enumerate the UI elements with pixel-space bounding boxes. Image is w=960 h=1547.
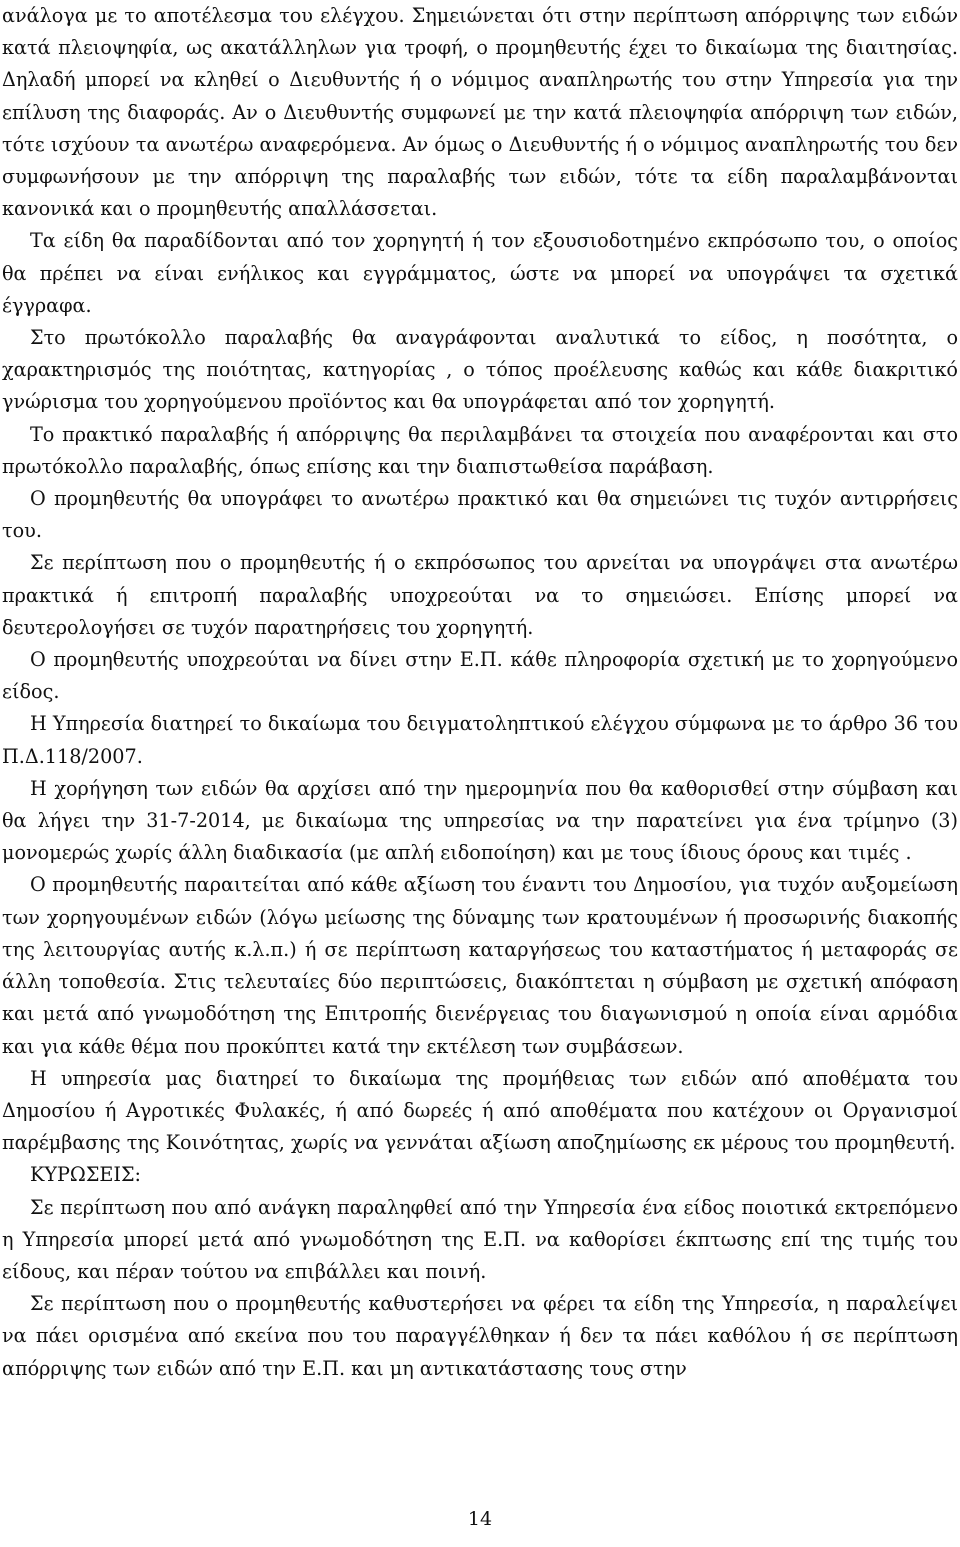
paragraph-receipt-report: Το πρακτικό παραλαβής ή απόρριψης θα περιλαμβάνει τα στοιχεία που αναφέρονται και στο πρωτόκολλο παραλαβής, όπως επίσης και την διαπιστωθείσα παράβαση.	[2, 422, 958, 478]
paragraph-service-rights: Η υπηρεσία μας διατηρεί το δικαίωμα της προμήθειας των ειδών από αποθέματα του Δημοσίου ή Αγροτικές Φυλακές, ή από δωρεές ή από αποθέματα που κατέχουν οι Οργανισμοί παρέμβασης της Κοινότητας, χωρίς να γεννάται αξίωση αποζημίωσης εκ μέρους του προμηθευτή.	[2, 1066, 958, 1155]
paragraph-arbitration: ανάλογα με το αποτέλεσμα του ελέγχου. Σημειώνεται ότι στην περίπτωση απόρριψης των ειδών κατά πλειοψηφία, ως ακατάλληλων για τροφή, ο προμηθευτής έχει το δικαίωμα της διαιτησίας. Δηλαδή μπορεί να κληθεί ο Διευθυντής ή ο νόμιμος αναπληρωτής του στην Υπηρεσία για την επίλυση της διαφοράς. Αν ο Διευθυντής συμφωνεί με την κατά πλειοψηφία απόρριψη των ειδών, τότε ισχύουν τα ανωτέρω αναφερόμενα. Αν όμως ο Διευθυντής ή ο νόμιμος αναπληρωτής του δεν συμφωνήσουν με την απόρριψη της παραλαβής των ειδών, τότε τα είδη παραλαμβάνονται κανονικά και ο προμηθευτής απαλλάσσεται.	[2, 4, 958, 221]
paragraph-delivery: Τα είδη θα παραδίδονται από τον χορηγητή ή τον εξουσιοδοτημένο εκπρόσωπο του, ο οποίος θα πρέπει να είναι ενήλικος και εγγράμματος, ώστε να μπορεί να υπογράψει τα σχετικά έγγραφα.	[2, 229, 958, 317]
paragraph-supplier-information: Ο προμηθευτής υποχρεούται να δίνει στην Ε.Π. κάθε πληροφορία σχετική με το χορηγούμενο είδος.	[2, 648, 958, 704]
paragraph-refusal-to-sign: Σε περίπτωση που ο προμηθευτής ή ο εκπρόσωπος του αρνείται να υπογράψει στα ανωτέρω πρακτικά ή επιτροπή παραλαβής υποχρεούται να το σημειώσει. Επίσης μπορεί να δευτερολογήσει σε τυχόν παρατηρήσεις του χορηγητή.	[2, 551, 958, 639]
section-heading-penalties: ΚΥΡΩΣΕΙΣ:	[30, 1163, 142, 1187]
paragraph-receipt-protocol: Στο πρωτόκολλο παραλαβής θα αναγράφονται αναλυτικά το είδος, η ποσότητα, ο χαρακτηρισμός της ποιότητας, κατηγορίας , ο τόπος προέλευσης καθώς και κάθε διακριτικό γνώρισμα του χορηγούμενου προϊόντος και θα υπογράφεται από τον χορηγητή.	[2, 326, 958, 414]
paragraph-supply-period: Η χορήγηση των ειδών θα αρχίσει από την ημερομηνία που θα καθορισθεί στην σύμβαση και θα λήγει την 31-7-2014, με δικαίωμα της υπηρεσίας να την παρατείνει για ένα τρίμηνο (3) μονομερώς χωρίς άλλη διαδικασία (με απλή ειδοποίηση) και με τους ίδιους όρους και τιμές .	[2, 776, 958, 865]
document-page	[2, 0, 958, 1385]
paragraph-delivery-delay: Σε περίπτωση που ο προμηθευτής καθυστερήσει να φέρει τα είδη της Υπηρεσία, η παραλείψει να πάει ορισμένα από εκείνα που του παραγγέλθηκαν ή δεν τα πάει καθόλου ή σε περίπτωση απόρριψης των ειδών από την Ε.Π. και μη αντικατάστασης τους στην	[2, 1292, 958, 1380]
page-number: 14	[467, 1508, 493, 1530]
paragraph-supplier-waiver: Ο προμηθευτής παραιτείται από κάθε αξίωση του έναντι του Δημοσίου, για τυχόν αυξομείωση των χορηγουμένων ειδών (λόγω μείωσης της δύναμης των κρατουμένων ή προσωρινής διακοπής της λειτουργίας αυτής κ.λ.π.) ή σε περίπτωση καταργήσεως του καταστήματος ή μεταφοράς σε άλλη τοποθεσία. Στις τελευταίες δύο περιπτώσεις, διακόπτεται η σύμβαση με σχετική απόφαση και μετά από γνωμοδότηση της Επιτροπής διενέργειας του διαγωνισμού η οποία είναι αρμόδια και για κάθε θέμα που προκύπτει κατά την εκτέλεση των συμβάσεων.	[2, 873, 958, 1058]
paragraph-quality-deviation: Σε περίπτωση που από ανάγκη παραληφθεί από την Υπηρεσία ένα είδος ποιοτικά εκτρεπόμενο η Υπηρεσία μπορεί μετά από γνωμοδότηση της Ε.Π. να καθορίσει έκπτωσης επί της τιμής του είδους, και πέραν τούτου να επιβάλλει και ποινή.	[2, 1195, 958, 1283]
paragraph-sample-inspection: Η Υπηρεσία διατηρεί το δικαίωμα του δειγματοληπτικού ελέγχου σύμφωνα με το άρθρο 36 του Π.Δ.118/2007.	[2, 712, 958, 768]
paragraph-supplier-signs: Ο προμηθευτής θα υπογράφει το ανωτέρω πρακτικό και θα σημειώνει τις τυχόν αντιρρήσεις του.	[2, 487, 958, 543]
